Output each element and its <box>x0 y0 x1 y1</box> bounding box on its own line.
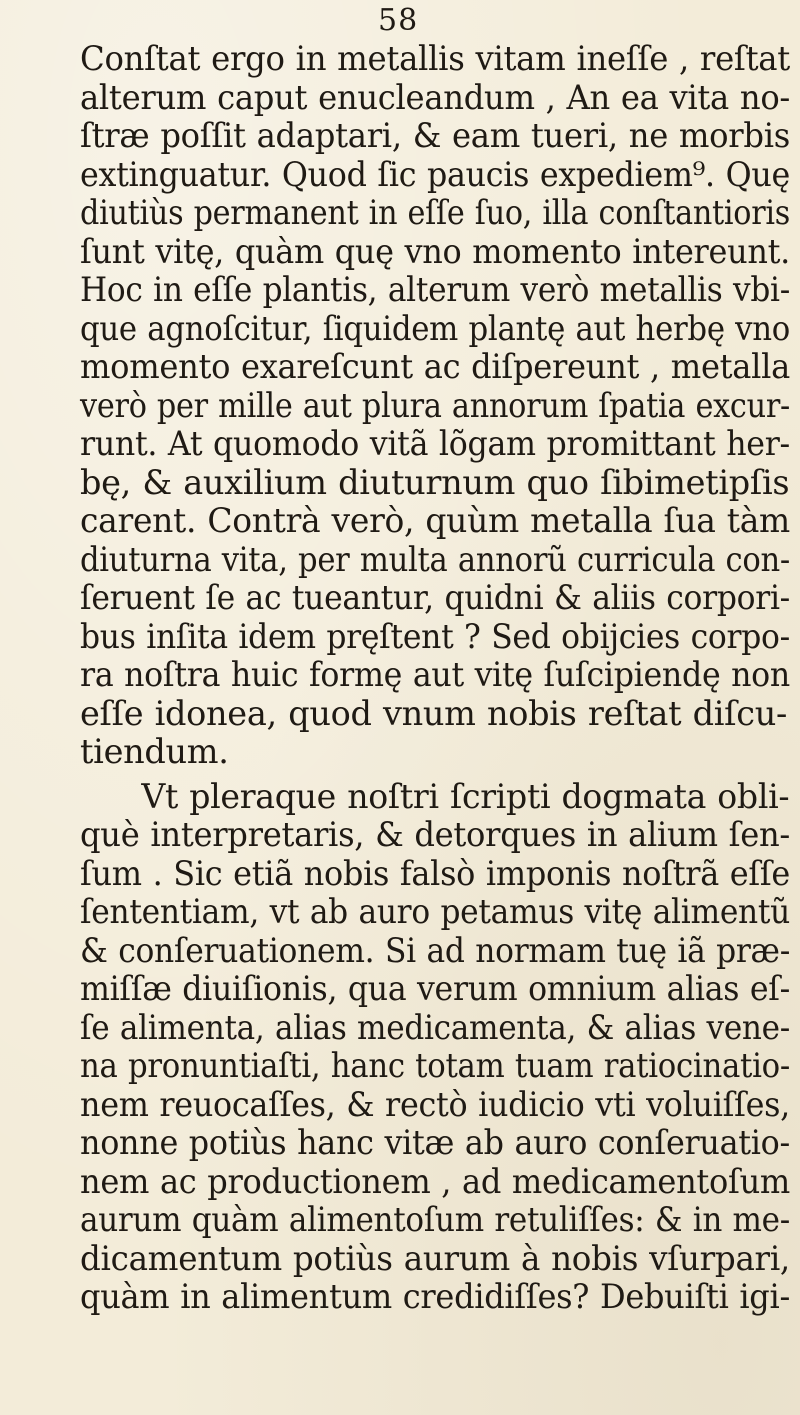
text-line: dicamentum potiùs aurum à nobis vſurpari, <box>80 1238 790 1278</box>
text-line: verò per mille aut plura annorum ſpatia excur- <box>80 385 791 425</box>
text-line: Hoc in eſſe plantis, alterum verò metallis vbi- <box>80 270 790 309</box>
text-line: ſunt vitę, quàm quę vno momento intereunt. <box>80 231 791 271</box>
text-line: ſententiam, vt ab auro petamus vitę alimentũ <box>80 892 791 931</box>
text-line: na pronuntiaſti, hanc totam tuam ratiocinatio- <box>80 1046 790 1085</box>
text-line: Vt pleraque noſtri ſcripti dogmata obli- <box>141 776 790 816</box>
text-line: nonne potiùs hanc vitæ ab auro conſeruatio- <box>80 1123 791 1162</box>
text-line: & conſeruationem. Si ad normam tuę iã præ- <box>80 930 791 970</box>
page-number: 58 <box>378 3 419 38</box>
text-line: que agnoſcitur, ſiquidem plantę aut herbę vno <box>80 308 791 348</box>
text-line: tiendum. <box>80 732 229 771</box>
text-line: extinguatur. Quod ſic paucis expediem⁹. Quę <box>80 154 790 194</box>
text-line: diutiùs permanent in eſſe ſuo, illa conſtantioris <box>80 193 791 232</box>
text-line: quàm in alimentum credidiſſes? Debuiſti igi- <box>80 1277 790 1316</box>
text-line: runt. At quomodo vitã lõgam promittant her- <box>80 424 790 463</box>
paragraph-2 <box>80 778 800 1317</box>
text-line: aurum quàm alimentoſum retuliſſes: & in me- <box>80 1200 790 1239</box>
text-line: ſeruent ſe ac tueantur, quidni & aliis corpori- <box>80 578 791 617</box>
text-line: carent. Contrà verò, quùm metalla ſua tàm <box>80 501 790 540</box>
text-line: ſtræ poſſit adaptari, & eam tueri, ne morbis <box>80 116 790 155</box>
body-text <box>80 40 800 1317</box>
paragraph-1 <box>80 40 800 772</box>
text-line: alterum caput enucleandum , An ea vita no- <box>80 77 791 117</box>
text-line: nem reuocaſſes, & rectò iudicio vti voluiſſes, <box>80 1084 791 1124</box>
text-line: bus inſita idem pręſtent ? Sed obijcies corpo- <box>80 616 790 656</box>
text-line: ſum . Sic etiã nobis falsò imponis noſtrã eſſe <box>80 853 791 893</box>
text-line: què interpretaris, & detorques in alium ſen- <box>80 815 790 854</box>
text-line: bę, & auxilium diuturnum quo ſibimetipſis <box>80 462 790 502</box>
text-line: nem ac productionem , ad medicamentoſum <box>80 1161 791 1201</box>
text-line: eſſe idonea, quod vnum nobis reſtat diſcu- <box>80 693 788 733</box>
text-line: Conſtat ergo in metallis vitam ineſſe , reſtat <box>80 39 790 78</box>
text-line: momento exareſcunt ac diſpereunt , metalla <box>80 347 790 386</box>
text-line: miſſæ diuiſionis, qua verum omnium alias eſ- <box>80 969 790 1008</box>
text-line: ra noſtra huic formę aut vitę ſuſcipiendę non <box>80 655 791 694</box>
text-line: diuturna vita, per multa annorũ curricula con- <box>80 539 790 579</box>
text-line: ſe alimenta, alias medicamenta, & alias vene- <box>80 1007 791 1047</box>
